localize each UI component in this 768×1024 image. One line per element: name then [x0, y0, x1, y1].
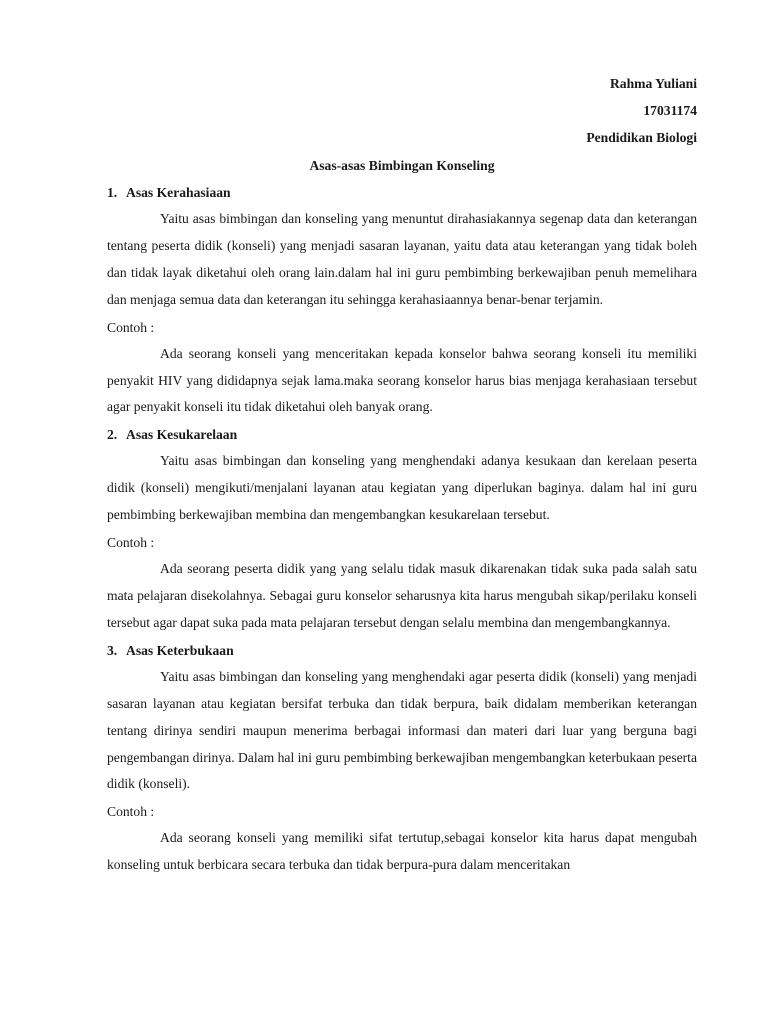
- section-number: 1.: [107, 185, 118, 200]
- section-heading: [107, 421, 697, 448]
- section-title: Asas Keterbukaan: [126, 642, 234, 658]
- section-title: Asas Kesukarelaan: [126, 427, 238, 443]
- section-title: Asas Kerahasiaan: [126, 185, 231, 200]
- section-asas-keterbukaan: [107, 637, 697, 879]
- section-asas-kerahasiaan: [107, 179, 697, 421]
- section-asas-kesukarelaan: [107, 421, 697, 636]
- example-body: Ada seorang peserta didik yang yang selalu tidak masuk dikarenakan tidak suka pada salah satu mata pelajaran disekolahnya. Sebagai guru konselor seharusnya kita harus mengubah sikap/perilaku konseli tersebut agar dapat suka pada mata pelajaran tersebut dengan selalu membina dan mengembangkannya.: [107, 561, 697, 630]
- author-id: 17031174: [643, 103, 697, 118]
- example-body: Ada seorang konseli yang menceritakan kepada konselor bahwa seorang konseli itu memiliki penyakit HIV yang dididapnya sejak lama.maka seorang konselor harus bias menjaga kerahasiaan tersebut agar penyakit konseli itu tidak diketahui oleh banyak orang.: [107, 345, 697, 415]
- author-name: Rahma Yuliani: [609, 76, 697, 91]
- section-number: 2.: [107, 427, 118, 443]
- example-label: Contoh :: [107, 319, 155, 335]
- author-block: [107, 70, 697, 151]
- document-title: Asas-asas Bimbingan Konseling: [309, 158, 495, 173]
- section-heading: [107, 179, 697, 206]
- example-label: Contoh :: [107, 804, 155, 820]
- example-label: Contoh :: [107, 535, 155, 551]
- author-program: Pendidikan Biologi: [586, 130, 697, 145]
- section-number: 3.: [107, 642, 118, 658]
- example-body: Ada seorang konseli yang memiliki sifat tertutup,sebagai konselor kita harus dapat mengubah konseling untuk berbicara secara terbuka dan tidak berpura-pura dalam menceritakan: [107, 830, 697, 873]
- section-body: Yaitu asas bimbingan dan konseling yang menghendaki adanya kesukaan dan kerelaan peserta didik (konseli) mengikuti/menjalani layanan atau kegiatan yang diperlukan baginya. dalam hal ini guru pembimbing berkewajiban membina dan mengembangkan kesukarelaan tersebut.: [107, 453, 697, 523]
- section-body: Yaitu asas bimbingan dan konseling yang menghendaki agar peserta didik (konseli) yang menjadi sasaran layanan atau kegiatan bersifat terbuka dan tidak berpura, baik didalam memberikan keterangan tentang dirinya sendiri maupun menerima berbagai informasi dan materi dari luar yang berguna bagi pengembangan dirinya. Dalam hal ini guru pembimbing berkewajiban mengembangkan keterbukaan peserta didik (konseli).: [107, 668, 697, 792]
- section-body: Yaitu asas bimbingan dan konseling yang menuntut dirahasiakannya segenap data dan keterangan tentang peserta didik (konseli) yang menjadi sasaran layanan, yaitu data atau keterangan yang tidak boleh dan tidak layak diketahui oleh orang lain.dalam hal ini guru pembimbing berkewajiban penuh memelihara dan menjaga semua data dan keterangan itu sehingga kerahasiaannya benar-benar terjamin.: [107, 211, 697, 307]
- section-heading: [107, 637, 697, 664]
